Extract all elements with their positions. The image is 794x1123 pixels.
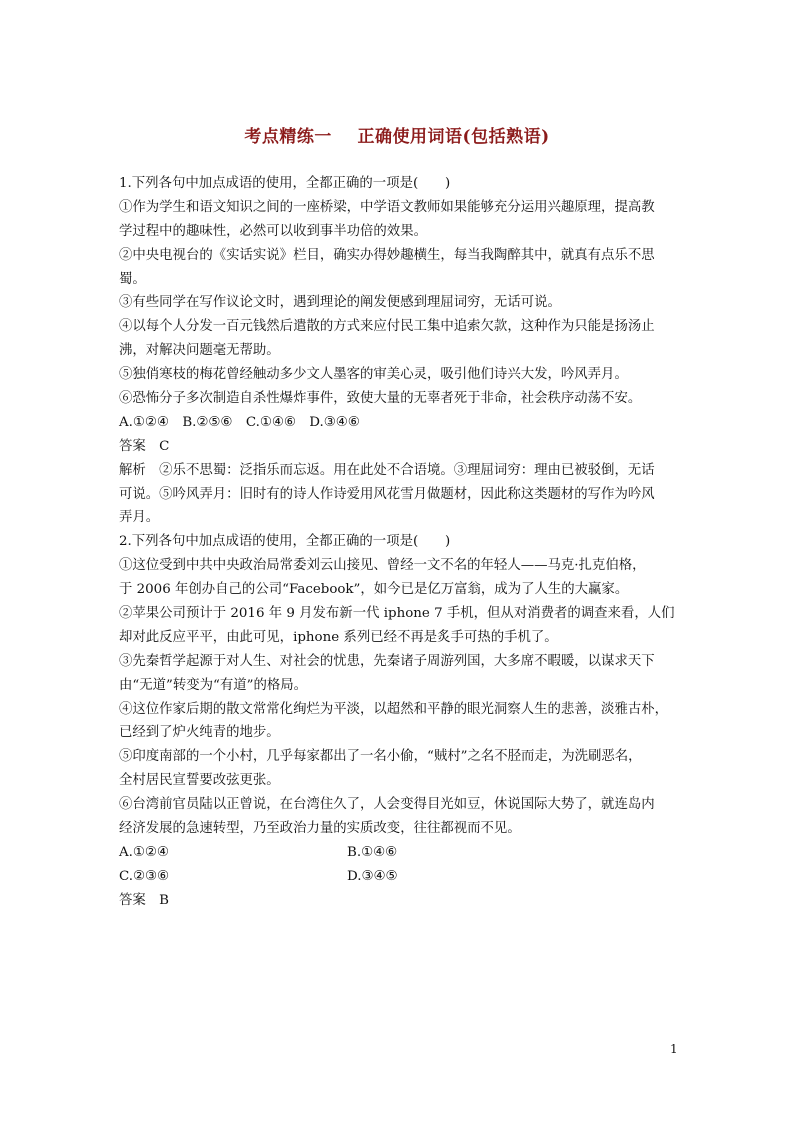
option-d: D.③④⑤ (347, 868, 398, 884)
explanation-line: 解析 ②乐不思蜀：泛指乐而忘返。用在此处不合语境。③理屈词穷：理由已被驳倒，无话 (119, 462, 655, 478)
text-line: ②中央电视台的《实话实说》栏目，确实办得妙趣横生，每当我陶醉其中，就真有点乐不思 (119, 247, 655, 263)
text-line: 于 2006 年创办自己的公司“Facebook”，如今已是亿万富翁，成为了人生的大赢家。 (119, 582, 629, 598)
answer-line: 答案 C (119, 438, 170, 454)
text-line: 学过程中的趣味性，必然可以收到事半功倍的效果。 (119, 223, 427, 239)
explanation-line: 弄月。 (119, 510, 160, 526)
text-line: ⑥台湾前官员陆以正曾说，在台湾住久了，人会变得目光如豆，休说国际大势了，就连岛内 (119, 797, 655, 813)
text-line: ③有些同学在写作议论文时，遇到理论的阐发便感到理屈词穷，无话可说。 (119, 295, 561, 311)
text-line: ④以每个人分发一百元钱然后遣散的方式来应付民工集中追索欠款，这种作为只能是扬汤止 (119, 319, 655, 335)
options-row (119, 841, 679, 865)
options-row (119, 865, 679, 889)
explanation-line: 可说。⑤吟风弄月：旧时有的诗人作诗爱用风花雪月做题材，因此称这类题材的写作为吟风 (119, 486, 655, 502)
text-line: ⑤独俏寒枝的梅花曾经触动多少文人墨客的审美心灵，吸引他们诗兴大发，吟风弄月。 (119, 367, 628, 383)
text-line: ①这位受到中共中央政治局常委刘云山接见、曾经一文不名的年轻人——马克·扎克伯格， (119, 558, 646, 574)
text-line: ①作为学生和语文知识之间的一座桥梁，中学语文教师如果能够充分运用兴趣原理，提高教 (119, 199, 655, 215)
text-line: 已经到了炉火纯青的地步。 (119, 725, 280, 741)
text-line: 蜀。 (119, 271, 146, 287)
text-line: ⑥恐怖分子多次制造自杀性爆炸事件，致使大量的无辜者死于非命，社会秩序动荡不安。 (119, 391, 642, 407)
text-line: 沸，对解决问题毫无帮助。 (119, 343, 280, 359)
option-a: A.①②④ (119, 844, 169, 860)
answer-line: 答案 B (119, 892, 170, 908)
text-line: ④这位作家后期的散文常常化绚烂为平淡，以超然和平静的眼光洞察人生的悲善，淡雅古朴， (119, 701, 669, 717)
text-line: 全村居民宣誓要改弦更张。 (119, 773, 280, 789)
text-line: ⑤印度南部的一个小村，几乎每家都出了一名小偷，“贼村”之名不胫而走，为洗刷恶名， (119, 749, 642, 765)
text-line: 却对此反应平平，由此可见，iphone 系列已经不再是炙手可热的手机了。 (119, 629, 558, 645)
options-line: A.①②④ B.②⑤⑥ C.①④⑥ D.③④⑥ (119, 414, 360, 430)
text-line: 2.下列各句中加点成语的使用，全都正确的一项是( ) (119, 534, 451, 550)
text-line: 经济发展的急速转型，乃至政治力量的实质改变，往往都视而不见。 (119, 821, 521, 837)
text-line: 由“无道”转变为“有道”的格局。 (119, 677, 308, 693)
text-line: 1.下列各句中加点成语的使用，全都正确的一项是( ) (119, 176, 451, 191)
option-b: B.①④⑥ (347, 844, 398, 860)
question-content (119, 172, 679, 913)
text-line: ③先秦哲学起源于对人生、对社会的忧患，先秦诸子周游列国，大多席不暇暖，以谋求天下 (119, 653, 655, 669)
page-title: 考点精练一 正确使用词语(包括熟语) (244, 127, 550, 147)
page-number: 1 (670, 1042, 678, 1056)
text-line: ②苹果公司预计于 2016 年 9 月发布新一代 iphone 7 手机，但从对消费者的调查来看，人们 (119, 606, 675, 622)
option-c: C.②③⑥ (119, 868, 170, 884)
